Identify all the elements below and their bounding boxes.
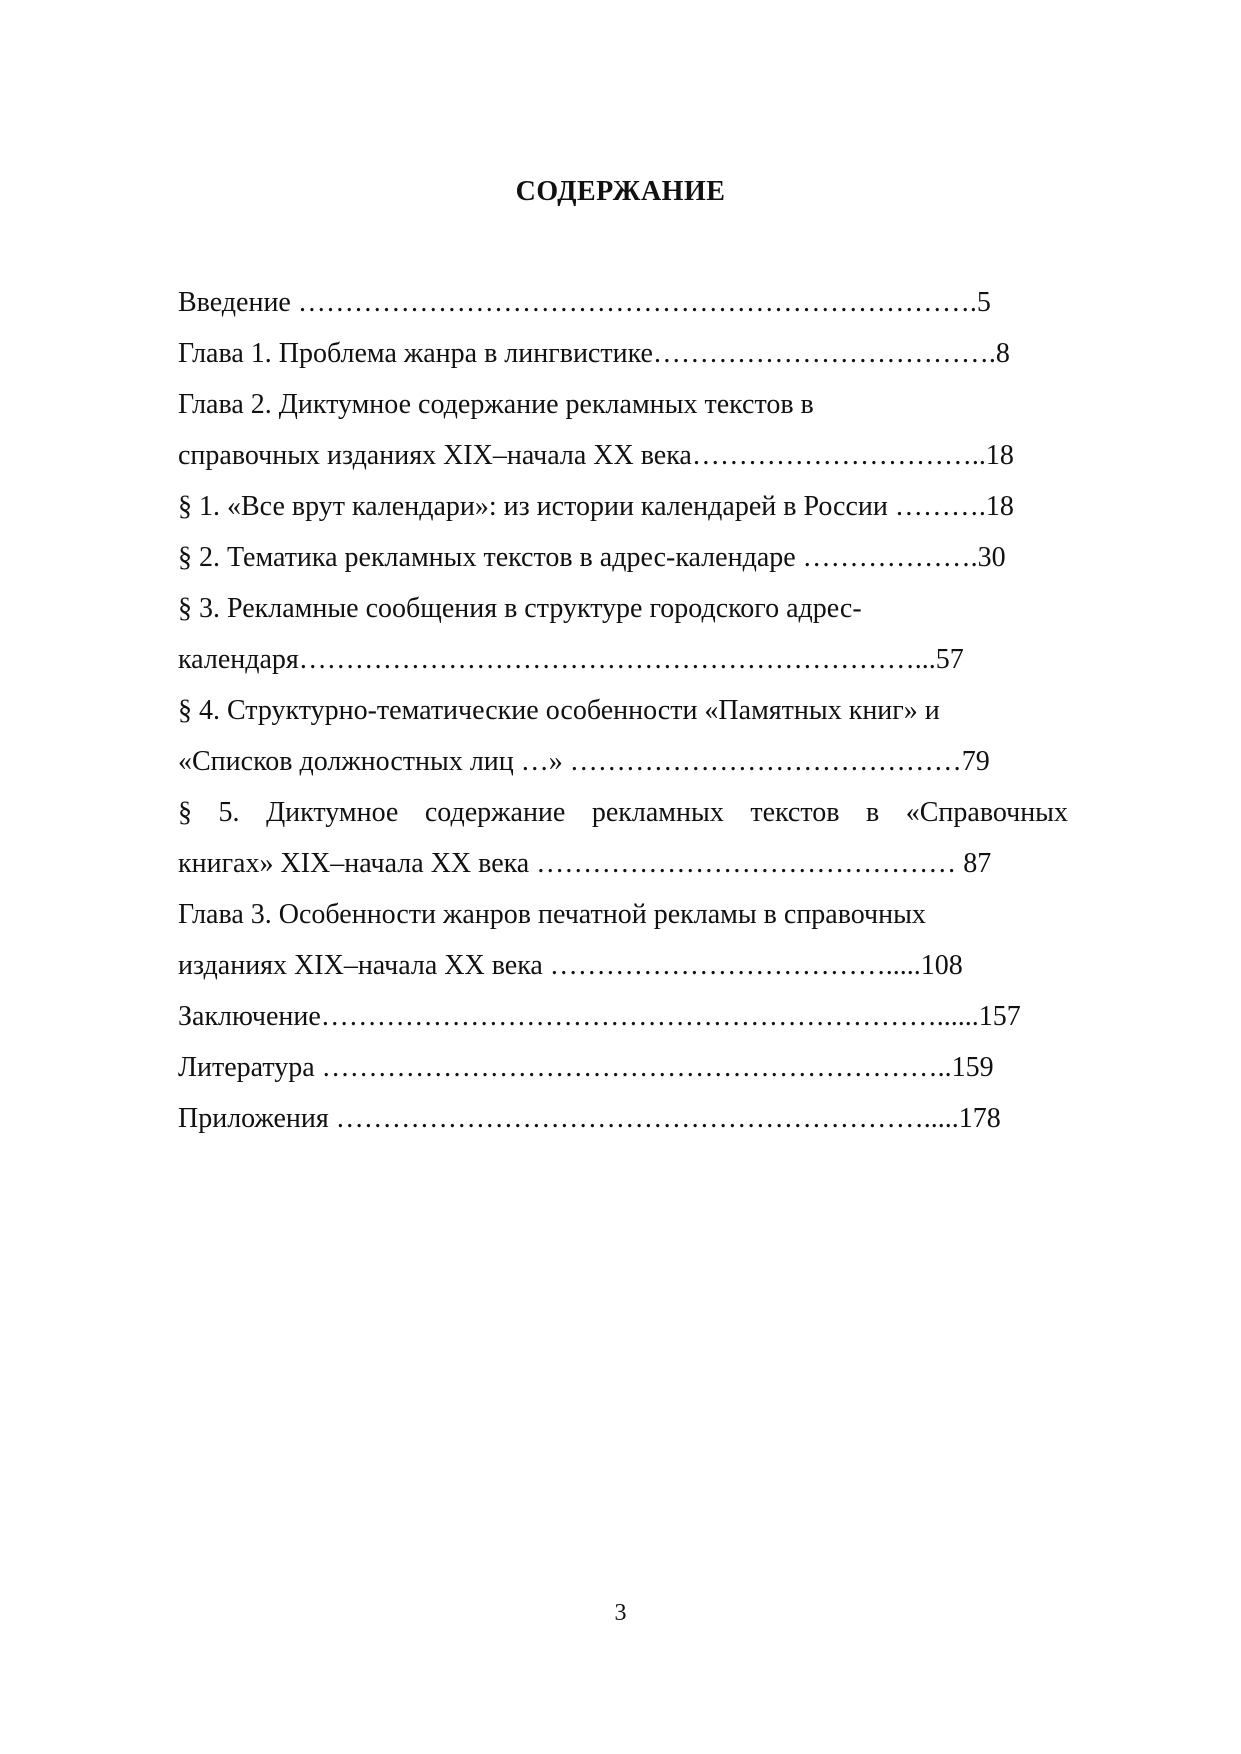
toc-line-literature: Литература …………………………………………………………..159	[178, 1052, 994, 1083]
toc-line-chapter-3-part-1: Глава 3. Особенности жанров печатной рекламы в справочных	[178, 899, 926, 930]
toc-line-section-5-part-2: книгах» XIX–начала XX века ……………………………………… 87	[178, 848, 992, 879]
toc-line-section-1: § 1. «Все врут календари»: из истории календарей в России ……….18	[178, 491, 1014, 522]
toc-line-chapter-3-part-2: изданиях XIX–начала XX века ……………………………….....108	[178, 950, 963, 981]
toc-line-appendices: Приложения ……………………………………………………….....178	[178, 1103, 1001, 1134]
toc-line-section-2: § 2. Тематика рекламных текстов в адрес-календаре ……………….30	[178, 542, 1006, 573]
toc-line-intro: Введение ……………………………………………………………….5	[178, 287, 991, 318]
toc-line-section-3-part-1: § 3. Рекламные сообщения в структуре городского адрес-	[178, 593, 862, 624]
toc-line-section-4-part-2: «Списков должностных лиц …» ……………………………………79	[178, 746, 990, 777]
toc-line-section-3-part-2: календаря…………………………………………………………...57	[178, 644, 964, 675]
toc-line-chapter-2-part-1: Глава 2. Диктумное содержание рекламных текстов в	[178, 389, 814, 420]
page-number: 3	[614, 1600, 627, 1626]
page-title: СОДЕРЖАНИЕ	[515, 176, 726, 207]
toc-line-section-5-part-1: § 5. Диктумное содержание рекламных текстов в «Справочных	[178, 797, 1068, 828]
toc-line-conclusion: Заключение…………………………………………………………......157	[178, 1001, 1021, 1032]
toc-line-section-4-part-1: § 4. Структурно-тематические особенности «Памятных книг» и	[178, 695, 940, 726]
toc-line-chapter-1: Глава 1. Проблема жанра в лингвистике……………………………….8	[178, 338, 1010, 369]
table-of-contents	[178, 277, 1068, 1144]
toc-line-chapter-2-part-2: справочных изданиях XIX–начала XX века…………………………..18	[178, 440, 1014, 471]
